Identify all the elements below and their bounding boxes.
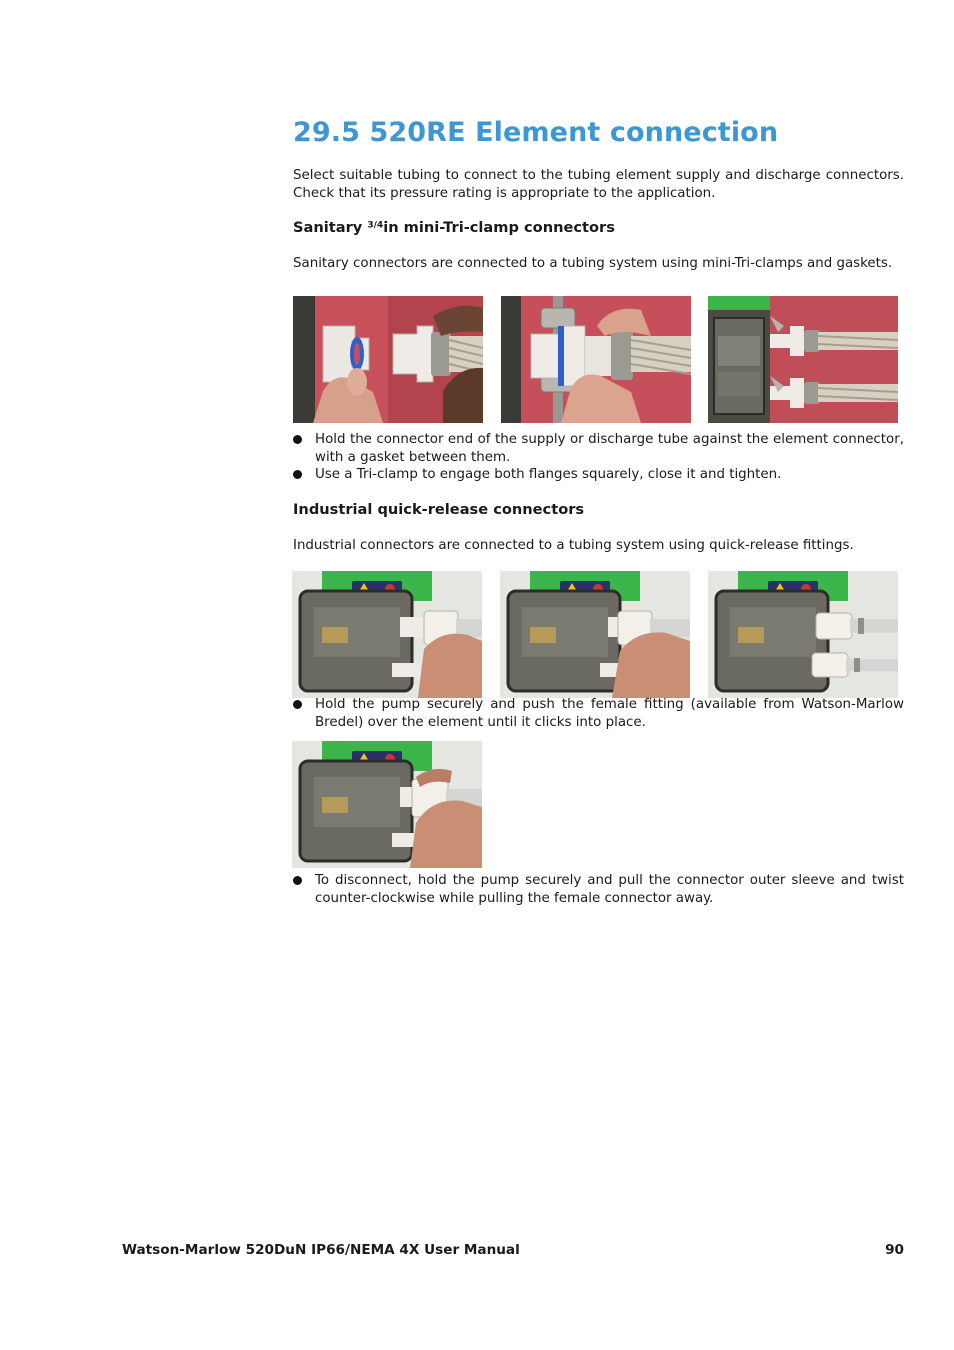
list-item: [293, 466, 904, 484]
sanitary-heading-suffix: in mini-Tri-clamp connectors: [383, 219, 615, 236]
bullet-icon: [293, 470, 302, 479]
industrial-heading: Industrial quick-release connectors: [293, 501, 585, 518]
list-item: [293, 696, 904, 731]
sanitary-paragraph: Sanitary connectors are connected to a tubing system using mini-Tri-clamps and gaskets.: [293, 256, 893, 271]
list-item: [293, 431, 904, 466]
sanitary-heading-prefix: Sanitary: [293, 219, 368, 236]
sanitary-bullet-list: [293, 431, 904, 484]
bullet-text: Hold the pump securely and push the female fitting (available from Watson-Marlow Bredel) over the element until it clicks into place.: [315, 697, 904, 730]
footer-manual-title: Watson-Marlow 520DuN IP66/NEMA 4X User Manual: [122, 1242, 520, 1258]
disconnect-bullet-list: [293, 872, 904, 907]
sanitary-heading-fraction: 3/4: [367, 220, 384, 231]
industrial-photo-connected: [708, 571, 898, 698]
bullet-icon: [293, 876, 302, 885]
industrial-paragraph: Industrial connectors are connected to a tubing system using quick-release fittings.: [293, 538, 854, 553]
sanitary-photo-clamp: [501, 296, 691, 423]
bullet-icon: [293, 435, 302, 444]
bullet-text: Use a Tri-clamp to engage both flanges squarely, close it and tighten.: [315, 467, 782, 482]
industrial-photo-push-1: [292, 571, 482, 698]
list-item: [293, 872, 904, 907]
sanitary-photo-gasket: [293, 296, 483, 423]
page-footer: [122, 1242, 904, 1258]
sanitary-heading: [293, 219, 615, 236]
page-title: 29.5 520RE Element connection: [293, 117, 779, 148]
bullet-icon: [293, 700, 302, 709]
page-number: 90: [885, 1242, 904, 1258]
industrial-photo-push-2: [500, 571, 690, 698]
intro-paragraph: Select suitable tubing to connect to the tubing element supply and discharge connectors. Check that its pressure rating is appropriate to the application.: [293, 168, 904, 201]
bullet-text: To disconnect, hold the pump securely and pull the connector outer sleeve and twist counter-clockwise while pulling the female connector away.: [315, 873, 904, 906]
sanitary-photo-assembled: [708, 296, 898, 423]
industrial-photo-disconnect: [292, 741, 482, 868]
bullet-text: Hold the connector end of the supply or discharge tube against the element connector, with a gasket between them.: [315, 432, 904, 465]
industrial-bullet-list: [293, 696, 904, 731]
